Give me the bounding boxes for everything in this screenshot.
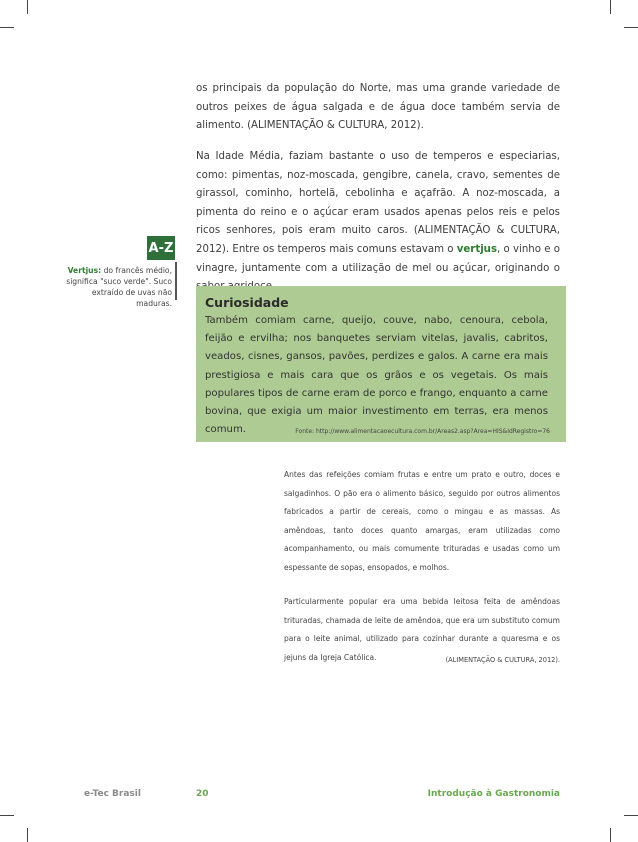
crop-mark — [610, 0, 611, 14]
curiosity-text: Também comiam carne, queijo, couve, nabo, cenoura, cebola, feijão e ervilha; nos banquetes serviam vitelas, javalis, cabritos, veados, cisnes, gansos, pavões, perdizes e galos. A carne era mais prestigiosa e mais cara que os grãos e os vegetais. Os mais populares tipos de carne eram de porco e frango, enquanto a carne bovina, que exigia um maior investimento em terras, era menos comum. — [205, 315, 548, 436]
paragraph-text: Na Idade Média, faziam bastante o uso de temperos e especiarias, como: pimentas, noz-moscada, gengibre, canela, cravo, sementes de girassol, cominho, hortelã, cebolinha e açafrão. A noz-moscada, a pimenta do reino e o açúcar eram usados apenas pelos reis e pelos ricos senhores, pois eram muito caros. (ALIMENTAÇÃO & CULTURA, 2012). Entre os temperos mais comuns estavam o — [196, 151, 560, 255]
glossary-note — [60, 265, 172, 309]
crop-mark — [624, 27, 638, 28]
crop-mark — [27, 828, 28, 842]
footer-series: e-Tec Brasil — [84, 789, 141, 799]
crop-mark — [27, 0, 28, 14]
footer-course-title: Introdução à Gastronomia — [427, 789, 560, 799]
glossary-az-icon: A-Z — [147, 236, 175, 260]
paragraph-text: , o vinho e o vinagre, juntamente com a utilização de mel ou açúcar, originando o — [196, 243, 560, 274]
curiosity-source: Fonte: http://www.alimentacaoecultura.com.br/Areas2.asp?Area=HIS&IdRegistro=76 — [295, 428, 550, 435]
crop-mark — [0, 27, 14, 28]
crop-mark — [0, 815, 14, 816]
glossary-term-highlight: vertjus — [456, 243, 498, 255]
glossary-definition: do francês médio, significa "suco verde". Suco extraído de uvas não maduras. — [66, 266, 172, 308]
crop-mark — [624, 815, 638, 816]
body-paragraph-1: os principais da população do Norte, mas uma grande variedade de outros peixes de água salgada e de água doce também servia de alimento. (ALIMENTAÇÃO & CULTURA, 2012). — [196, 83, 560, 132]
body-paragraph-2 — [196, 148, 560, 297]
glossary-term: Vertjus: — [67, 266, 102, 275]
quote-paragraph-2: Particularmente popular era uma bebida leitosa feita de amêndoas trituradas, chamada de leite de amêndoa, que era um substituto comum para o leite animal, utilizado para cozinhar durante a quaresma e os jejuns da Igreja Católica. — [284, 597, 560, 662]
quote-citation: (ALIMENTAÇÃO & CULTURA, 2012). — [445, 656, 560, 664]
curiosity-title: Curiosidade — [205, 295, 289, 310]
quote-paragraph-1: Antes das refeições comiam frutas e entre um prato e outro, doces e salgadinhos. O pão era o alimento básico, seguido por outros alimentos fabricados a partir de cereais, como o mingau e as massas. As amêndoas, tanto doces quanto amargas, eram utilizadas como acompanhamento, ou mais comumente trituradas e usadas como um espessante de sopas, ensopados, e molhos. — [284, 470, 560, 572]
page-number: 20 — [196, 789, 209, 799]
glossary-divider — [175, 262, 177, 300]
crop-mark — [610, 828, 611, 842]
